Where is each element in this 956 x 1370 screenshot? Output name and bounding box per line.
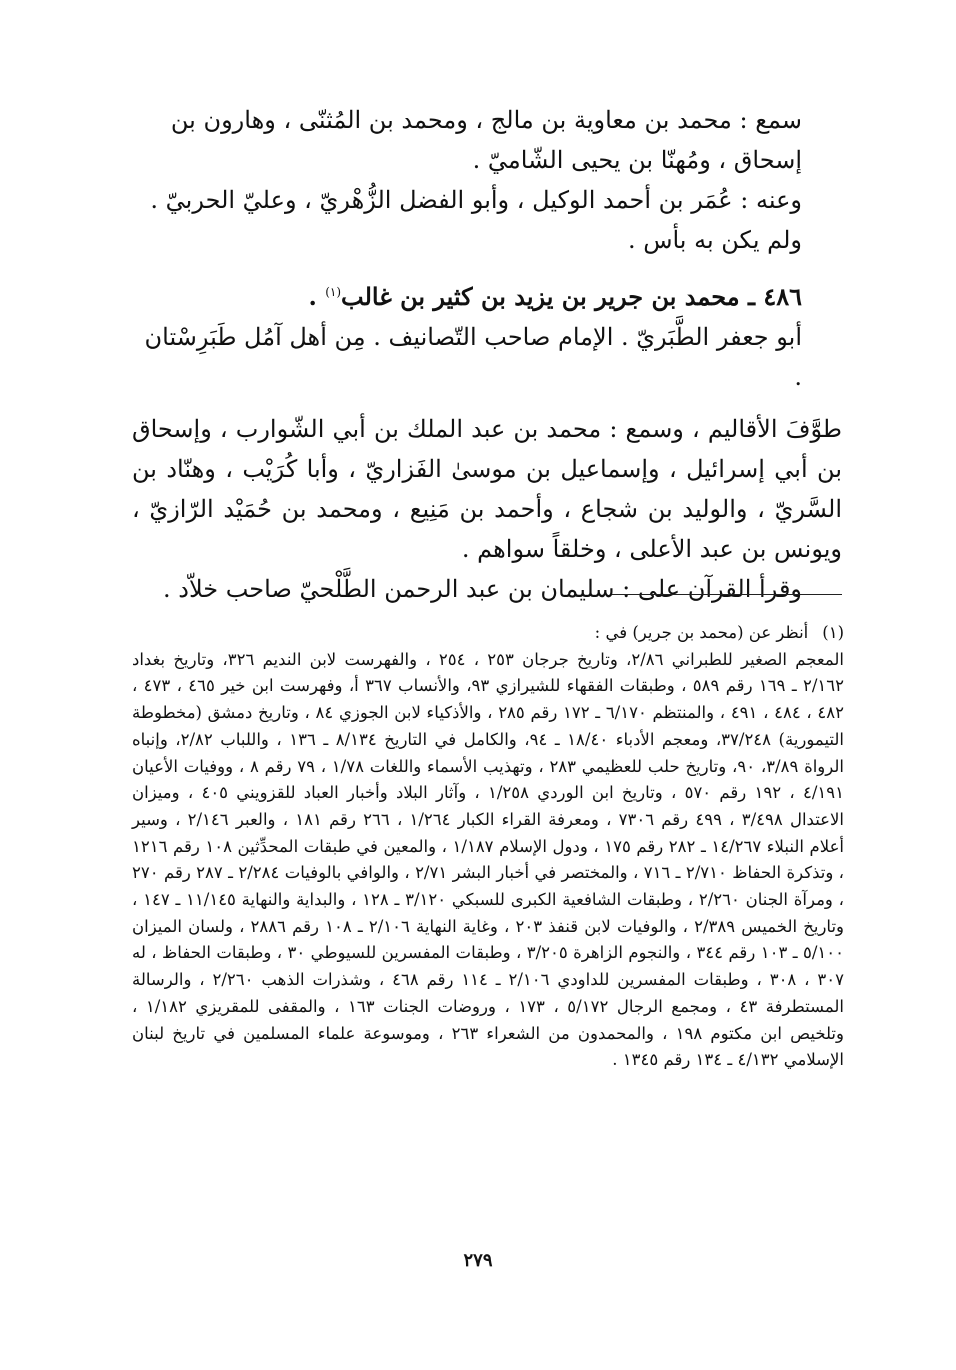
entry-title-end: . bbox=[308, 282, 326, 311]
footnote-ref: (١) bbox=[325, 285, 342, 299]
footnote-sources: المعجم الصغير للطبراني ٢/٨٦، وتاريخ جرجان ٢٥٣ ، ٢٥٤ ، والفهرست لابن النديم ٣٢٦، وتاريخ بغداد ٢/١٦٢ ـ ١٦٩ رقم ٥٨٩ ، وطبقات الفقهاء للشيرازي ٩٣، والأنساب ٣٦٧ أ، وفهرست ابن خير ٤٦٥ ، ٤٧٣ ، ٤٨٢ ، ٤٨٤ ، ٤٩١ ، والمنتظم ٦/١٧٠ ـ ١٧٢ رقم ٢٨٥ ، والأذكياء لابن الجوزي ٨٤ ، وتاريخ دمشق (مخطوطة التيمورية) ٣٧/٢٤٨، ومعجم الأدباء ١٨/٤٠ ـ ٩٤، والكامل في التاريخ ٨/١٣٤ ـ ١٣٦ ، واللباب ٢/٨٢، وإنباه الرواة ٣/٨٩، ٩٠، وتاريخ حلب للعظيمي ٢٨٣ ، وتهذيب الأسماء واللغات ١/٧٨ ، ٧٩ رقم ٨ ، ووفيات الأعيان ٤/١٩١ ، ١٩٢ رقم ٥٧٠ ، وتاريخ ابن الوردي ١/٢٥٨ ، وآثار البلاد وأخبار العباد للقزويني ٤٠٥ ، وميزان الاعتدال ٣/٤٩٨ ، ٤٩٩ رقم ٧٣٠٦ ، ومعرفة القراء الكبار ١/٢٦٤ ، ٢٦٦ رقم ١٨١ ، والعبر ٢/١٤٦ ، وسير أعلام النبلاء ١٤/٢٦٧ ـ ٢٨٢ رقم ١٧٥ ، ودول الإسلام ١/١٨٧ ، والمعين في طبقات المحدِّثين ١٠٨ رقم ١٢١٦ ، وتذكرة الحفاظ ٢/٧١٠ ـ ٧١٦ ، والمختصر في أخبار البشر ٢/٧١ ، والوافي بالوفيات ٢/٢٨٤ ـ ٢٨٧ رقم ٢٧٠ ، ومرآة الجنان ٢/٢٦٠ ، وطبقات الشافعية الكبرى للسبكي ٣/١٢٠ ـ ١٢٨ ، والبداية والنهاية ١١/١٤٥ ـ ١٤٧ ، وتاريخ الخميس ٢/٣٨٩ ، والوفيات لابن قنفذ ٢٠٣ ، وغاية النهاية ٢/١٠٦ ـ ١٠٨ رقم ٢٨٨٦ ، ولسان الميزان ٥/١٠٠ ـ ١٠٣ رقم ٣٤٤ ، والنجوم الزاهرة ٣/٢٠٥ ، وطبقات المفسرين للسيوطي ٣٠ ، وطبقات الحفاظ ، له ٣٠٧ ، ٣٠٨ ، وطبقات المفسرين للداودي ٢/١٠٦ ـ ١١٤ رقم ٤٦٨ ، وشذرات الذهب ٢/٢٦٠ ، والرسالة المستطرفة ٤٣ ، ومجمع الرجال ٥/١٧٢ ، ١٧٣ ، وروضات الجنات ١٦٣ ، والمقفى للمقريزي ١/١٨٢ ، وتلخيص ابن مكتوم ١٩٨ ، والمحمدون من الشعراء ٢٦٣ ، وموسوعة علماء المسلمين في تاريخ لبنان الإسلامي ٤/١٣٢ ـ ١٣٤ رقم ١٣٤٥ . bbox=[132, 649, 845, 1070]
assessment-line: ولم يكن به بأس . bbox=[627, 226, 802, 254]
entry-title: ٤٨٦ ـ محمد بن جرير بن يزيد بن كثير بن غالب bbox=[341, 282, 802, 311]
quran-reading-paragraph: وقرأ القرآن على : سليمان بن عبد الرحمن الطَّلْحيّ صاحب خلاّد . bbox=[163, 575, 802, 603]
footnote-separator bbox=[612, 594, 842, 595]
kunya-paragraph: أبو جعفر الطَّبَريّ . الإمام صاحب التّصانيف . مِن أهل آمُل طَبَرِسْتان . bbox=[144, 323, 802, 391]
heard-from-paragraph: سمع : محمد بن معاوية بن مالج ، ومحمد بن المُثنّى ، وهارون بن إسحاق ، ومُهنّا بن يحيى الشّاميّ . bbox=[170, 106, 802, 174]
entry-heading bbox=[132, 272, 842, 317]
footnote-marker: (١) bbox=[822, 623, 844, 642]
narrators-paragraph: وعنه : عُمَر بن أحمد الوكيل ، وأبو الفضل الزُّهْريّ ، وعليّ الحربيّ . bbox=[150, 186, 802, 214]
footnote-intro bbox=[132, 620, 844, 647]
footnotes bbox=[132, 620, 844, 1074]
travels-paragraph: طوَّفَ الأقاليم ، وسمع : محمد بن عبد الملك بن أبي الشّوارب ، وإسحاق بن أبي إسرائيل ، وإسماعيل بن موسىٰ الفَزاريّ ، وأبا كُرَيْب ، وهنّاد بن السَّريّ ، والوليد بن شجاع ، وأحمد بن مَنِيع ، ومحمد بن حُمَيْد الرّازيّ ، ويونس بن عبد الأعلى ، وخلقاً سواهم . bbox=[132, 415, 842, 563]
footnote-intro-text: أنظر عن (محمد بن جرير) في : bbox=[594, 623, 809, 642]
page-number: ٢٧٩ bbox=[463, 1250, 493, 1271]
main-text bbox=[132, 100, 842, 609]
